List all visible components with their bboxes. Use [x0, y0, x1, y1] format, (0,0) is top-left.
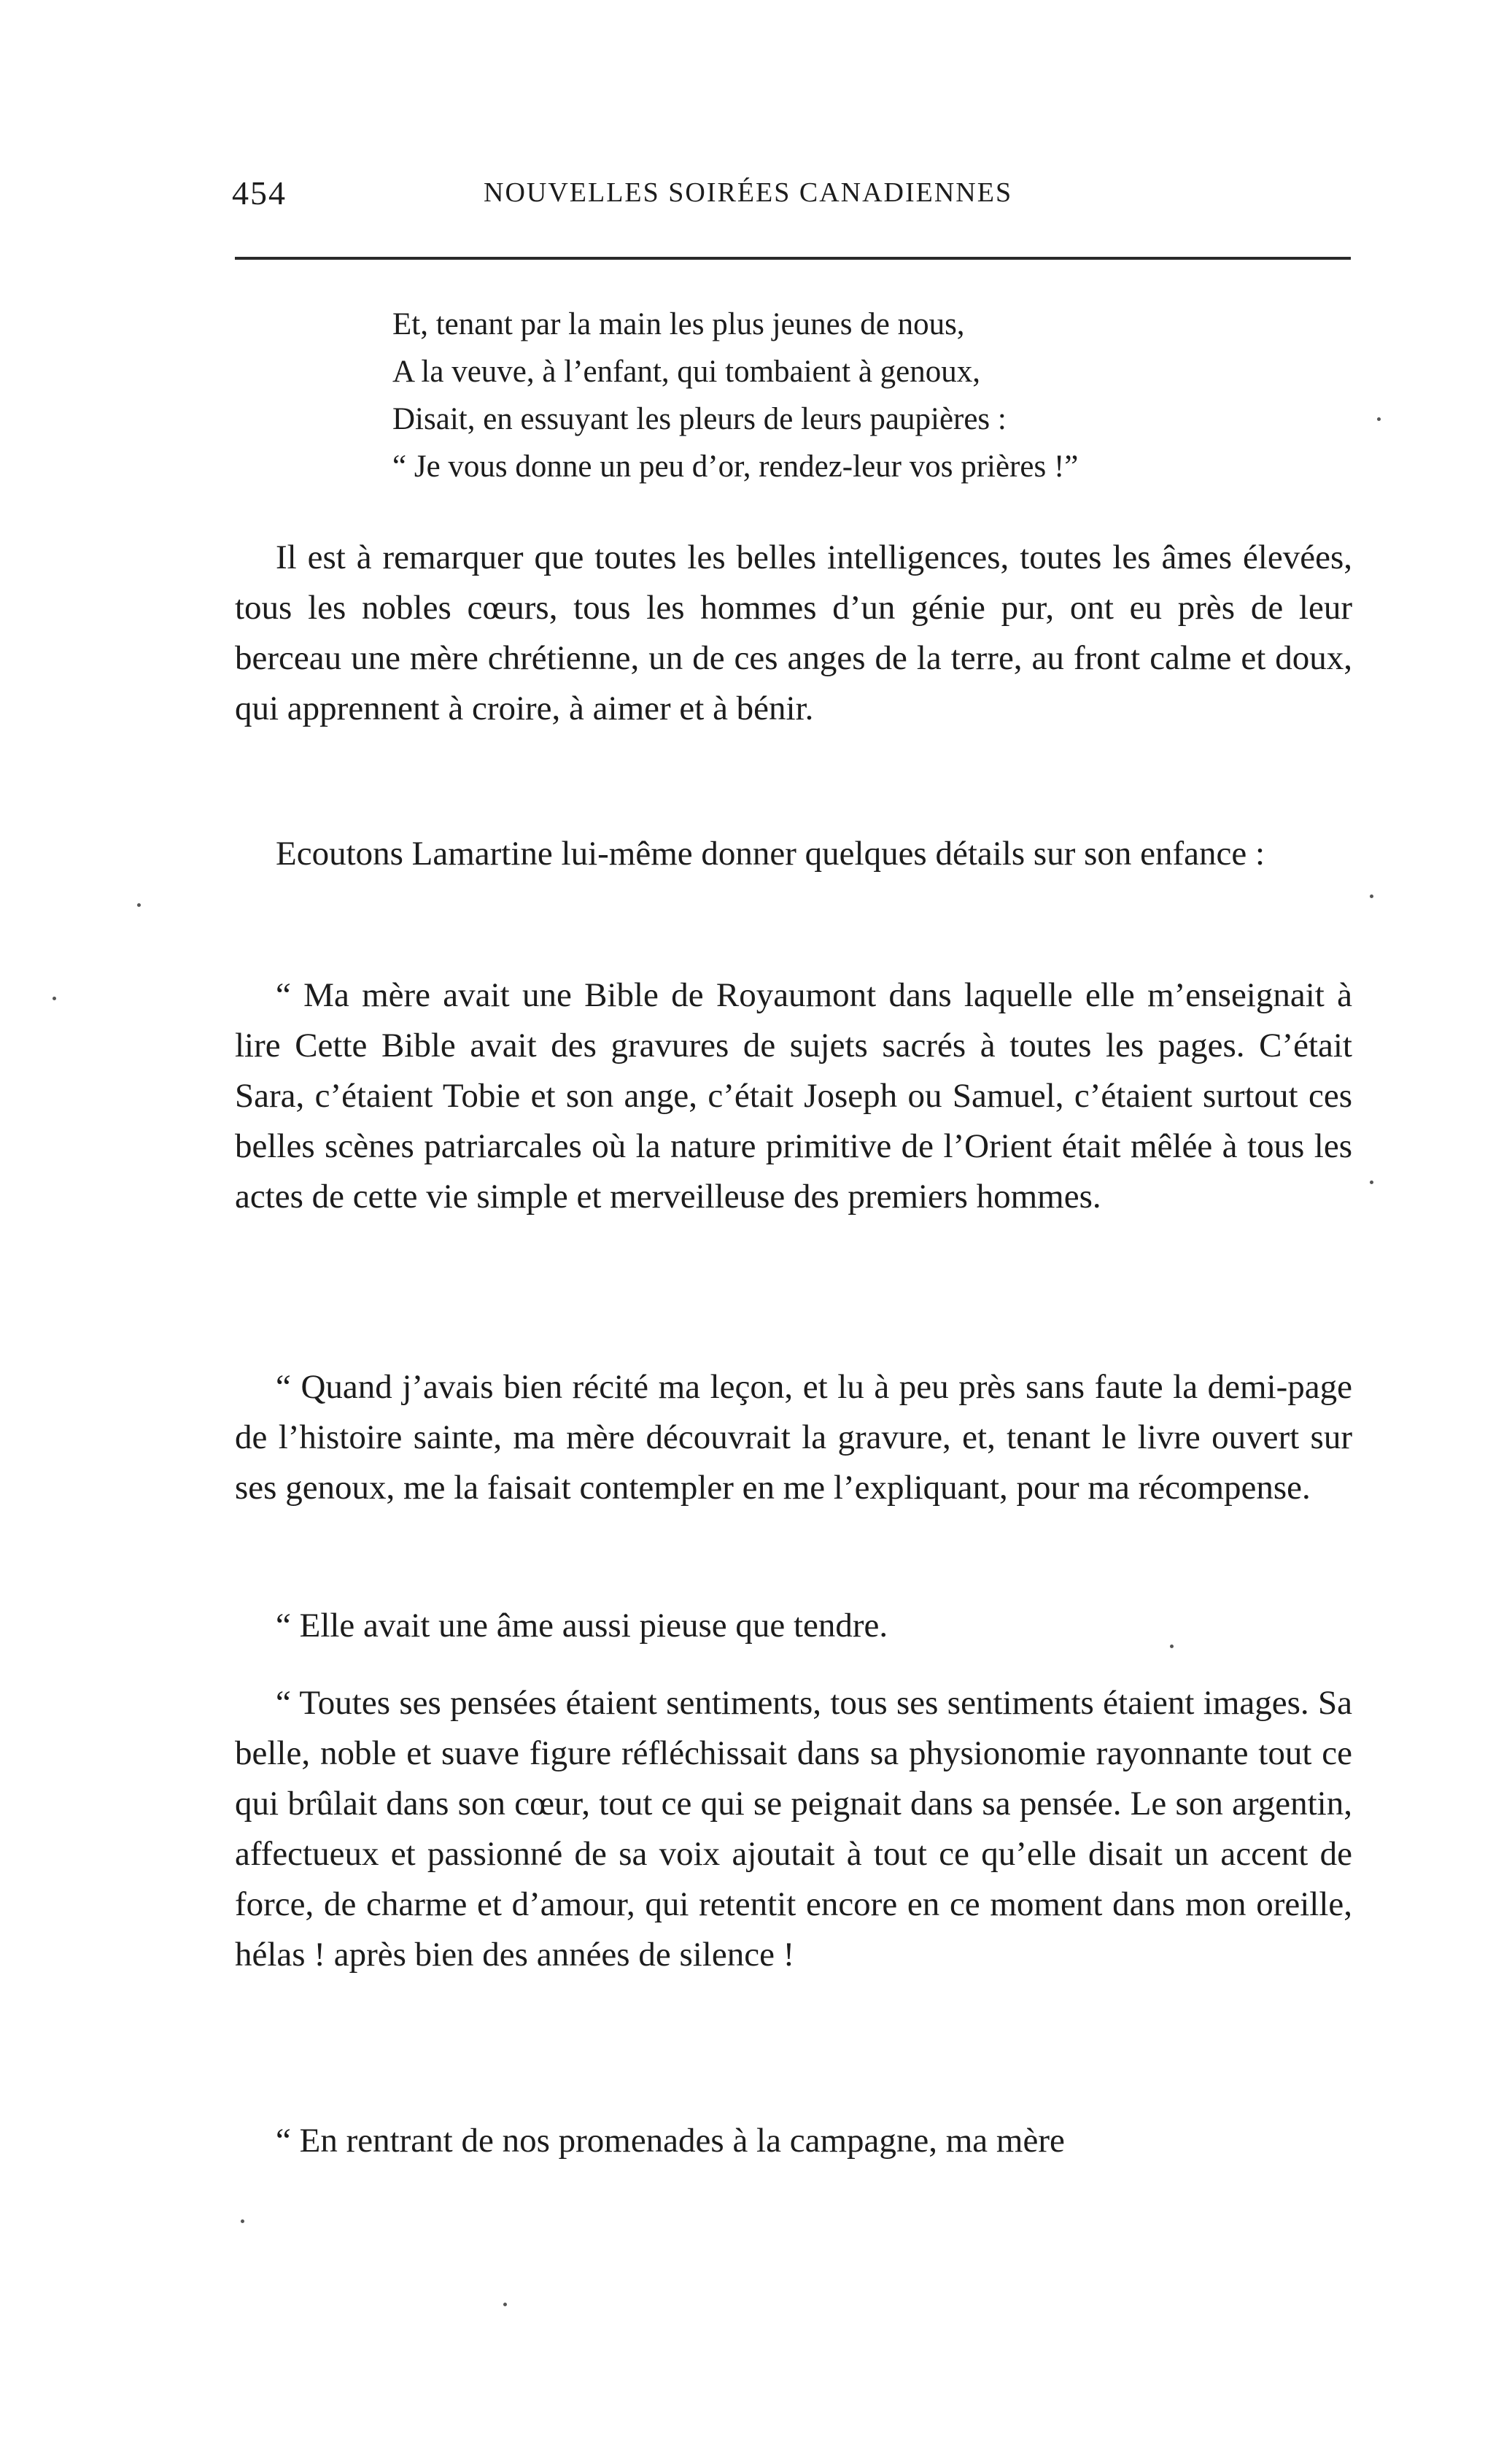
scan-speck — [1370, 1180, 1373, 1184]
scan-speck — [1170, 1645, 1174, 1648]
verse-line: “ Je vous donne un peu d’or, rendez-leur vos prières !” — [392, 449, 1079, 484]
verse-line: A la veuve, à l’enfant, qui tombaient à genoux, — [392, 355, 980, 389]
paragraph — [235, 1601, 1352, 1651]
paragraph-text: “ Elle avait une âme aussi pieuse que tendre. — [276, 1607, 888, 1645]
scan-speck — [1370, 894, 1373, 898]
paragraph-text: “ Ma mère avait une Bible de Royaumont dans laquelle elle m’enseignait à lire Cette Bible avait des gravures de sujets sacrés à toutes les pages. C’était Sara, c’étaient Tobie et son ange, c’était Joseph ou Samuel, c’étaient surtout ces belles scènes patriarcales où la nature primitive de l’Orient était mêlée à tous les actes de cette vie simple et merveilleuse des premiers hommes. — [235, 976, 1352, 1216]
paragraph — [235, 829, 1352, 879]
running-head — [232, 174, 1355, 225]
paragraph — [235, 2116, 1352, 2166]
paragraph-text: “ Quand j’avais bien récité ma leçon, et lu à peu près sans faute la demi-page de l’histoire sainte, ma mère découvrait la gravure, et, tenant le livre ouvert sur ses genoux, me la faisait contempler en me l’expliquant, pour ma récompense. — [235, 1368, 1352, 1507]
paragraph-text: Il est à remarquer que toutes les belles intelligences, toutes les âmes élevées, tous les nobles cœurs, tous les hommes d’un génie pur, ont eu près de leur berceau une mère chrétienne, un de ces anges de la terre, au front calme et doux, qui apprennent à croire, à aimer et à bénir. — [235, 538, 1352, 727]
page-number: 454 — [232, 174, 287, 212]
verse-quotation — [392, 301, 1355, 490]
scan-speck — [1377, 417, 1381, 421]
verse-line: Disait, en essuyant les pleurs de leurs paupières : — [392, 402, 1007, 436]
paragraph — [235, 533, 1352, 734]
verse-line: Et, tenant par la main les plus jeunes de nous, — [392, 307, 965, 341]
paragraph-text: “ Toutes ses pensées étaient sentiments, tous ses sentiments étaient images. Sa belle, noble et suave figure réfléchissait dans sa physionomie rayonnante tout ce qui brûlait dans son cœur, tout ce qui se peignait dans sa pensée. Le son argentin, affectueux et passionné de sa voix ajoutait à tout ce qu’elle disait un accent de force, de charme et d’amour, qui retentit encore en ce moment dans mon oreille, hélas ! après bien des années de silence ! — [235, 1684, 1352, 1974]
running-title: NOUVELLES SOIRÉES CANADIENNES — [484, 177, 1013, 208]
scan-speck — [503, 2303, 507, 2306]
paragraph — [235, 970, 1352, 1222]
paragraph-text: “ En rentrant de nos promenades à la campagne, ma mère — [276, 2122, 1065, 2160]
paragraph — [235, 1362, 1352, 1513]
paragraph — [235, 1678, 1352, 1980]
header-rule — [235, 257, 1351, 260]
scan-speck — [137, 903, 141, 907]
scan-speck — [241, 2219, 244, 2223]
scan-speck — [53, 997, 56, 1000]
paragraph-text: Ecoutons Lamartine lui-même donner quelques détails sur son enfance : — [276, 835, 1265, 873]
